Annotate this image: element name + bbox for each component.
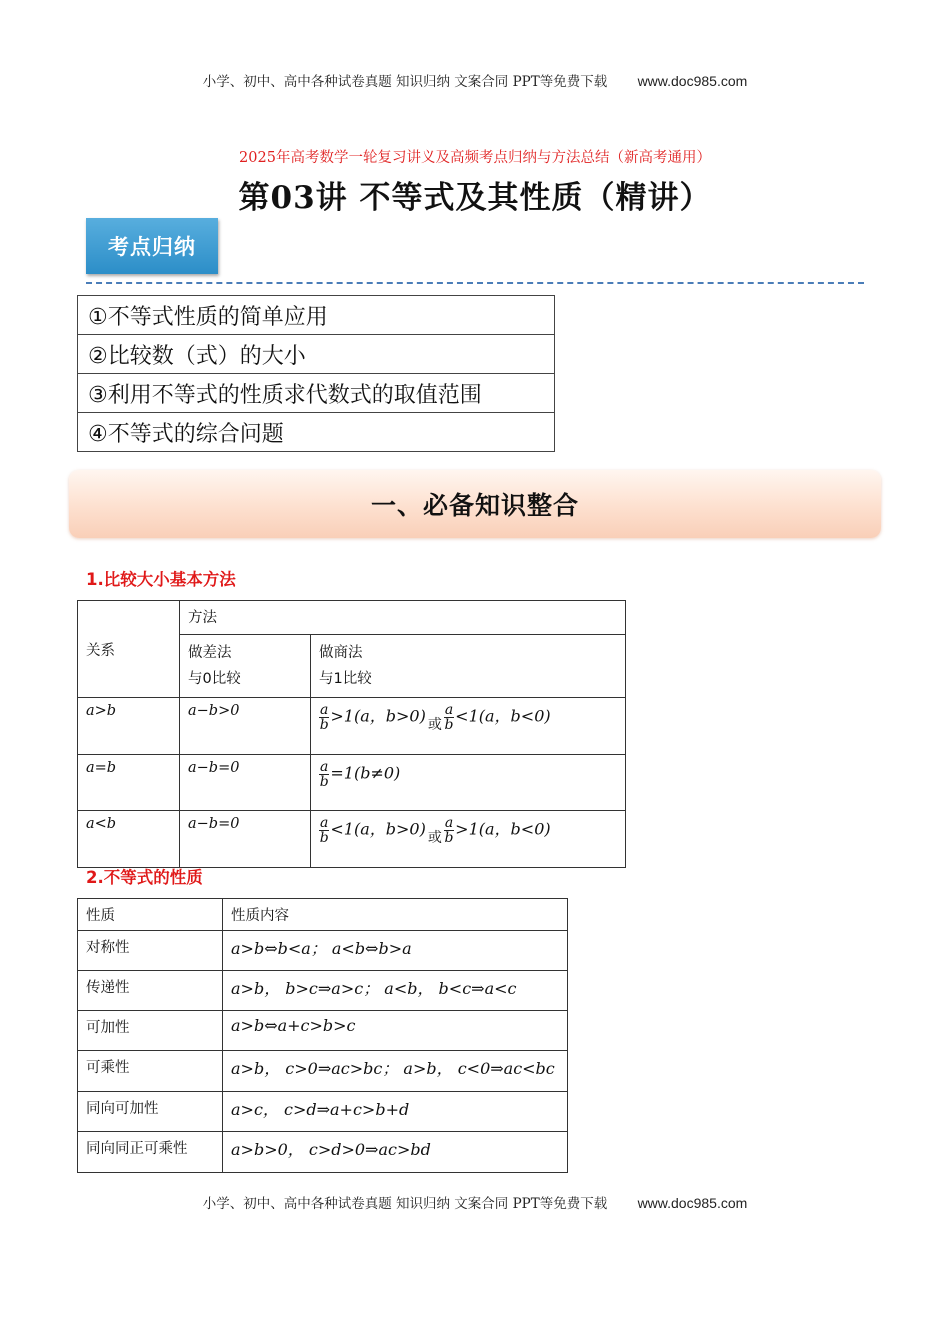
diff-cell: a−b=0 xyxy=(180,811,311,868)
fraction xyxy=(319,816,329,845)
col-content-header: 性质内容 xyxy=(223,899,568,931)
document-title: 第03讲 不等式及其性质（精讲） xyxy=(238,180,712,216)
quot-cell xyxy=(311,698,626,755)
compare-table xyxy=(77,600,626,868)
kaodian-row xyxy=(78,335,555,374)
table-row xyxy=(78,1011,568,1051)
compare-heading: 1.比较大小基本方法 xyxy=(86,570,236,589)
frac-num: a xyxy=(320,702,329,718)
prop-content: a>b， c>0⇒ac>bc； a>b， c<0⇒ac<bc xyxy=(223,1051,568,1092)
prop-content: a>b， b>c⇒a>c； a<b， b<c⇒a<c xyxy=(223,971,568,1011)
dashed-divider xyxy=(86,282,864,284)
prop-name: 同向可加性 xyxy=(78,1092,223,1132)
quot-cond: (b≠0) xyxy=(353,763,401,783)
col-method-header: 方法 xyxy=(180,601,626,635)
section-banner: 一、必备知识整合 xyxy=(69,470,881,538)
quot-op: >1 xyxy=(455,819,479,839)
kaodian-table xyxy=(77,295,555,452)
quot-method-sub: 与1比较 xyxy=(319,671,372,687)
relation-cell: a<b xyxy=(78,811,180,868)
table-row xyxy=(78,971,568,1011)
frac-num: a xyxy=(444,702,454,718)
prop-content: a>b⇔b<a； a<b⇔b>a xyxy=(223,931,568,971)
table-row xyxy=(78,811,626,868)
table-row xyxy=(78,931,568,971)
kaodian-item: ①不等式性质的简单应用 xyxy=(78,296,555,335)
diff-cell: a−b=0 xyxy=(180,755,311,811)
prop-name: 可加性 xyxy=(78,1011,223,1051)
prop-name: 可乘性 xyxy=(78,1051,223,1092)
quot-cell xyxy=(311,755,626,811)
prop-name: 传递性 xyxy=(78,971,223,1011)
quot-cond: (a，b<0) xyxy=(478,819,551,839)
table-row xyxy=(78,1092,568,1132)
frac-num: a xyxy=(444,815,454,831)
quot-op: <1 xyxy=(330,819,354,839)
frac-num: a xyxy=(320,815,329,831)
frac-den: b xyxy=(319,717,329,733)
kaodian-item: ④不等式的综合问题 xyxy=(78,413,555,452)
diff-method-sub: 与0比较 xyxy=(188,671,241,687)
or-text: 或 xyxy=(427,716,442,733)
quot-op: <1 xyxy=(455,706,479,726)
fraction xyxy=(444,816,454,845)
col-relation-header: 关系 xyxy=(78,601,180,698)
frac-den: b xyxy=(319,830,329,846)
fraction xyxy=(319,760,329,789)
quot-cell xyxy=(311,811,626,868)
fraction xyxy=(444,703,454,732)
header-text: 小学、初中、高中各种试卷真题 知识归纳 文案合同 PPT等免费下载 xyxy=(202,74,608,90)
prop-name: 同向同正可乘性 xyxy=(78,1132,223,1173)
diff-method-title: 做差法 xyxy=(188,645,232,661)
quot-cond: (a，b>0) xyxy=(353,819,426,839)
relation-cell: a>b xyxy=(78,698,180,755)
prop-content: a>b⇔a+c>b>c xyxy=(223,1011,568,1051)
page-footer xyxy=(0,1192,950,1212)
table-row xyxy=(78,1051,568,1092)
prop-content: a>c， c>d⇒a+c>b+d xyxy=(223,1092,568,1132)
relation-cell: a=b xyxy=(78,755,180,811)
quot-op: >1 xyxy=(330,706,354,726)
kaodian-item: ③利用不等式的性质求代数式的取值范围 xyxy=(78,374,555,413)
page-header xyxy=(0,70,950,90)
table-row xyxy=(78,755,626,811)
kaodian-row xyxy=(78,296,555,335)
quot-op: =1 xyxy=(330,763,354,783)
quot-method-header xyxy=(311,635,626,698)
quot-cond: (a，b<0) xyxy=(478,706,551,726)
table-row xyxy=(78,1132,568,1173)
prop-name: 对称性 xyxy=(78,931,223,971)
props-table xyxy=(77,898,568,1173)
frac-den: b xyxy=(444,830,454,846)
quot-method-title: 做商法 xyxy=(319,645,363,661)
footer-text: 小学、初中、高中各种试卷真题 知识归纳 文案合同 PPT等免费下载 xyxy=(202,1196,608,1212)
kaodian-row xyxy=(78,374,555,413)
diff-method-header xyxy=(180,635,311,698)
frac-den: b xyxy=(444,717,454,733)
kaodian-row xyxy=(78,413,555,452)
document-subtitle: 2025年高考数学一轮复习讲义及高频考点归纳与方法总结（新高考通用） xyxy=(239,150,711,166)
frac-num: a xyxy=(320,759,329,775)
diff-cell: a−b>0 xyxy=(180,698,311,755)
col-prop-header: 性质 xyxy=(78,899,223,931)
kaodian-badge: 考点归纳 xyxy=(86,218,218,274)
table-row xyxy=(78,698,626,755)
quot-cond: (a，b>0) xyxy=(353,706,426,726)
prop-content: a>b>0， c>d>0⇒ac>bd xyxy=(223,1132,568,1173)
header-site-link[interactable]: www.doc985.com xyxy=(637,73,748,89)
props-heading: 2.不等式的性质 xyxy=(86,868,203,887)
or-text: 或 xyxy=(427,829,442,846)
footer-site-link[interactable]: www.doc985.com xyxy=(637,1195,748,1211)
kaodian-item: ②比较数（式）的大小 xyxy=(78,335,555,374)
fraction xyxy=(319,703,329,732)
frac-den: b xyxy=(319,774,329,790)
